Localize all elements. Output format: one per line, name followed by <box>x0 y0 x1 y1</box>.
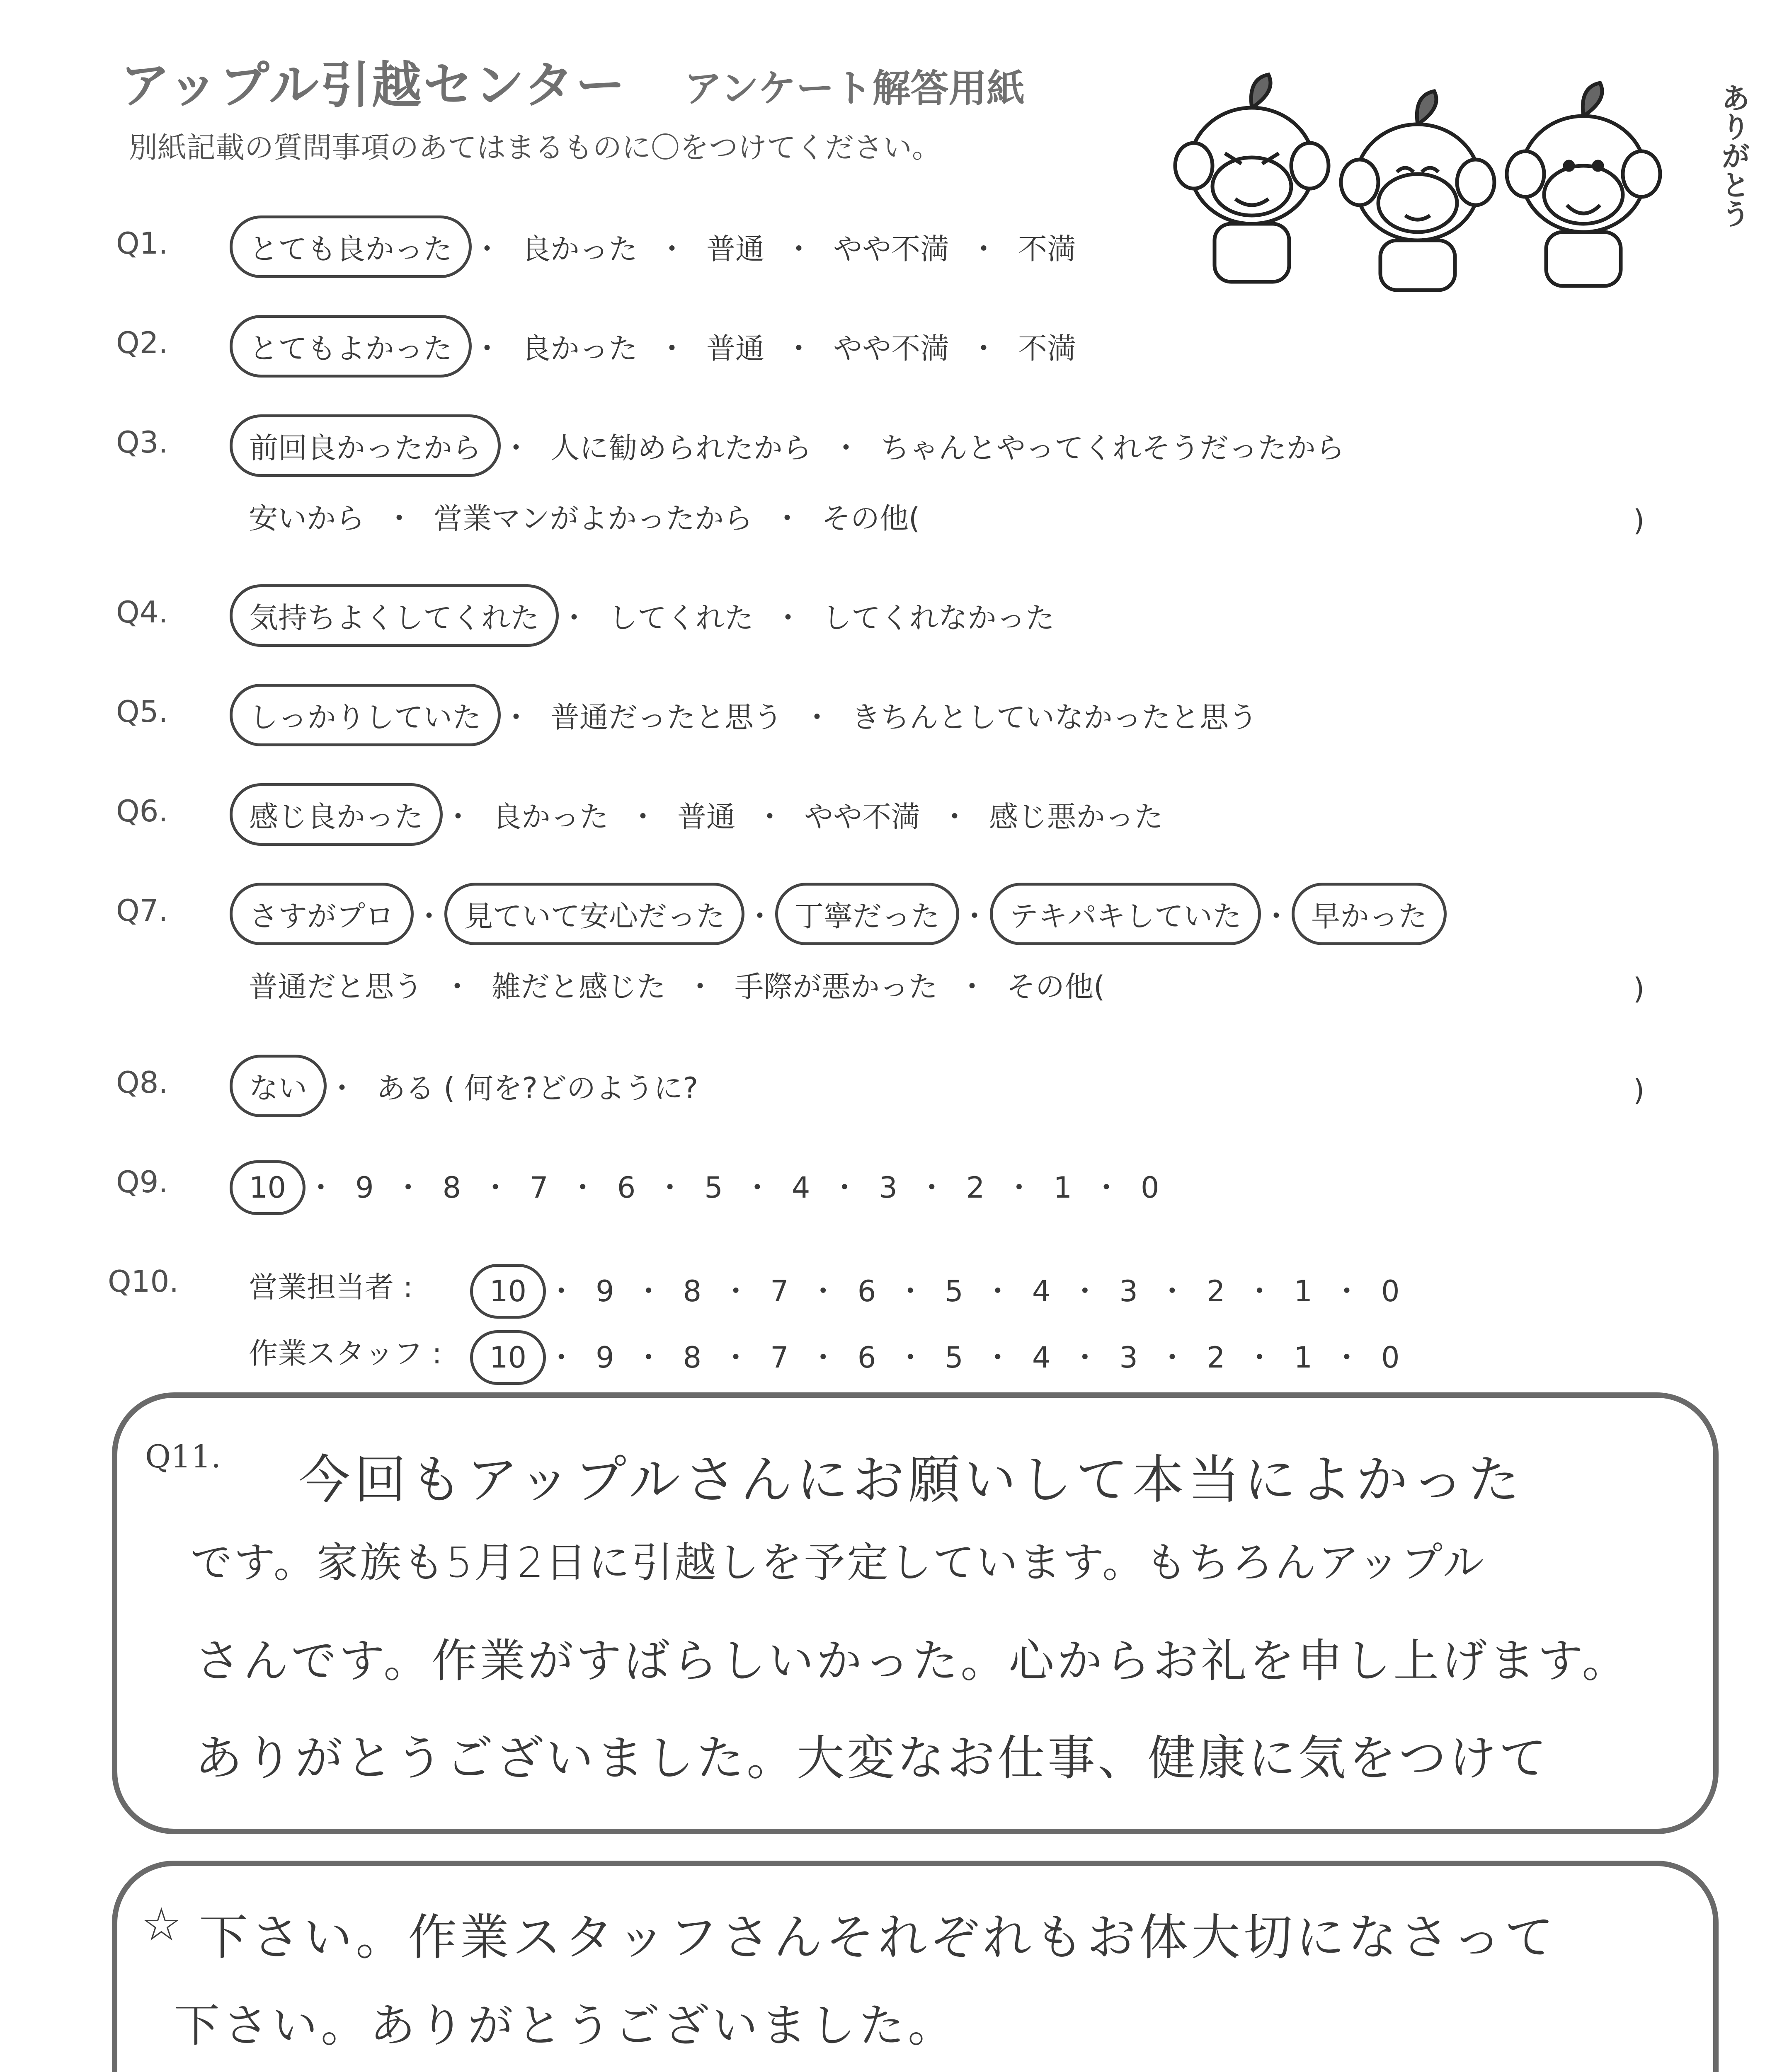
q10-sales-score[interactable]: 3 <box>1119 1274 1138 1308</box>
q8-option[interactable]: ある ( 何を?どのように? <box>376 1071 698 1105</box>
q10-staff-scores: 10 ・ 9 ・ 8 ・ 7 ・ 6 ・ 5 ・ 4 ・ 3 ・ 2 ・ 1 ・ 0 <box>489 1334 1400 1376</box>
q3-label: Q3. <box>116 425 168 460</box>
q1-option[interactable]: 良かった <box>521 232 638 266</box>
monkey-mascots-illustration <box>1152 62 1712 294</box>
q9-score[interactable]: 4 <box>791 1171 810 1205</box>
q3-options-row2: 安いから ・ 営業マンがよかったから ・ その他( <box>249 495 920 537</box>
q7-option[interactable]: 雑だと感じた <box>492 970 666 1004</box>
q2-options: とてもよかった ・ 良かった ・ 普通 ・ やや不満 ・ 不満 <box>249 325 1076 367</box>
q10-staff-score[interactable]: 7 <box>770 1341 789 1375</box>
q10-sales-score[interactable]: 4 <box>1032 1274 1051 1308</box>
q10-staff-score[interactable]: 9 <box>596 1341 614 1375</box>
q11-handwritten-line: さんです。作業がすばらしいかった。心からお礼を申し上げます。 <box>195 1634 1630 1687</box>
q7-label: Q7. <box>116 893 168 928</box>
q7-option-selected[interactable]: 丁寧だった <box>775 883 959 945</box>
q1-option-selected[interactable]: とても良かった <box>230 215 472 278</box>
q2-option[interactable]: 良かった <box>521 332 638 366</box>
q2-option[interactable]: 不満 <box>1018 332 1076 366</box>
q10-sales-score[interactable]: 5 <box>945 1274 963 1308</box>
q11-handwritten-line: 今回もアップルさんにお願いして本当によかった <box>298 1450 1524 1510</box>
q6-option[interactable]: 良かった <box>492 800 609 834</box>
q1-label: Q1. <box>116 226 168 261</box>
q9-score[interactable]: 9 <box>355 1171 374 1205</box>
q1-options: とても良かった ・ 良かった ・ 普通 ・ やや不満 ・ 不満 <box>249 226 1076 268</box>
q9-score[interactable]: 3 <box>879 1171 897 1205</box>
q7-option-selected[interactable]: テキパキしていた <box>990 883 1261 945</box>
q9-score-selected[interactable]: 10 <box>230 1160 305 1215</box>
q11-handwritten-line: です。家族も5月2日に引越しを予定しています。もちろんアップル <box>191 1538 1486 1587</box>
q9-score[interactable]: 1 <box>1053 1171 1072 1205</box>
q10-staff-label: 作業スタッフ : <box>249 1336 442 1370</box>
q10-staff-score[interactable]: 8 <box>683 1341 702 1375</box>
q7-options-row2: 普通だと思う ・ 雑だと感じた ・ 手際が悪かった ・ その他( <box>249 963 1105 1005</box>
q4-option[interactable]: してくれた <box>609 601 754 635</box>
q3-option[interactable]: 安いから <box>249 501 365 535</box>
q8-label: Q8. <box>116 1065 168 1100</box>
q8-option-selected[interactable]: ない <box>230 1055 327 1117</box>
q1-option[interactable]: 普通 <box>706 232 764 266</box>
q2-option-selected[interactable]: とてもよかった <box>230 315 472 378</box>
q7-option[interactable]: 手際が悪かった <box>735 970 938 1004</box>
q10-sales-score[interactable]: 2 <box>1206 1274 1225 1308</box>
q7-options: さすがプロ ・ 見ていて安心だった ・ 丁寧だった ・ テキパキしていた ・ 早かった <box>249 893 1428 935</box>
q9-score[interactable]: 5 <box>704 1171 723 1205</box>
q6-option[interactable]: 普通 <box>677 800 735 834</box>
q10-staff-score[interactable]: 2 <box>1206 1341 1225 1375</box>
q10-sales-label: 営業担当者 : <box>249 1270 413 1304</box>
comment-handwritten-line: 下さい。ありがとうございました。 <box>174 1999 957 2052</box>
q3-option[interactable]: 人に勧められたから <box>550 431 812 465</box>
q4-label: Q4. <box>116 595 168 629</box>
q3-option-other[interactable]: その他( <box>822 501 920 535</box>
mascot-thanks-text: ありがとう <box>1717 83 1750 228</box>
q6-label: Q6. <box>116 794 168 828</box>
q7-option[interactable]: 普通だと思う <box>249 970 423 1004</box>
q6-option[interactable]: やや不満 <box>804 800 920 834</box>
q5-option-selected[interactable]: しっかりしていた <box>230 684 501 746</box>
q10-staff-score[interactable]: 1 <box>1294 1341 1312 1375</box>
q4-option-selected[interactable]: 気持ちよくしてくれた <box>230 584 559 647</box>
q10-staff-score[interactable]: 3 <box>1119 1341 1138 1375</box>
q10-sales-score[interactable]: 8 <box>683 1274 702 1308</box>
q10-sales-score[interactable]: 9 <box>596 1274 614 1308</box>
q3-option-selected[interactable]: 前回良かったから <box>230 414 501 477</box>
q10-sales-score[interactable]: 7 <box>770 1274 789 1308</box>
star-icon: ☆ <box>141 1898 186 1951</box>
q8-options: ない ・ ある ( 何を?どのように? <box>249 1065 698 1107</box>
q9-options: 10 ・ 9 ・ 8 ・ 7 ・ 6 ・ 5 ・ 4 ・ 3 ・ 2 ・ 1 ・ 0 <box>249 1164 1159 1206</box>
q9-label: Q9. <box>116 1164 168 1199</box>
q5-option[interactable]: きちんとしていなかったと思う <box>851 700 1258 734</box>
q4-option[interactable]: してくれなかった <box>822 601 1055 635</box>
q10-label: Q10. <box>108 1264 179 1299</box>
q2-option[interactable]: やや不満 <box>833 332 949 366</box>
q7-option-selected[interactable]: 早かった <box>1292 883 1447 945</box>
q6-options: 感じ良かった ・ 良かった ・ 普通 ・ やや不満 ・ 感じ悪かった <box>249 794 1163 835</box>
q10-staff-score[interactable]: 5 <box>945 1341 963 1375</box>
q7-option-other[interactable]: その他( <box>1006 970 1105 1004</box>
q3-option[interactable]: ちゃんとやってくれそうだったから <box>880 431 1345 465</box>
q10-sales-scores: 10 ・ 9 ・ 8 ・ 7 ・ 6 ・ 5 ・ 4 ・ 3 ・ 2 ・ 1 ・ 0 <box>489 1268 1400 1310</box>
q1-option[interactable]: 不満 <box>1018 232 1076 266</box>
q2-label: Q2. <box>116 325 168 360</box>
q5-options: しっかりしていた ・ 普通だったと思う ・ きちんとしていなかったと思う <box>249 694 1258 736</box>
q10-staff-score[interactable]: 6 <box>857 1341 876 1375</box>
q10-sales-score[interactable]: 1 <box>1294 1274 1312 1308</box>
q10-staff-score-selected[interactable]: 10 <box>470 1330 546 1385</box>
q10-sales-score[interactable]: 0 <box>1381 1274 1400 1308</box>
q9-score[interactable]: 2 <box>966 1171 985 1205</box>
q6-option-selected[interactable]: 感じ良かった <box>230 783 443 846</box>
q3-options: 前回良かったから ・ 人に勧められたから ・ ちゃんとやってくれそうだったから <box>249 425 1345 467</box>
q6-option[interactable]: 感じ悪かった <box>989 800 1163 834</box>
q11-handwritten-line: ありがとうございました。大変なお仕事、健康に気をつけて <box>195 1731 1549 1786</box>
form-name: アンケート解答用紙 <box>684 66 1025 111</box>
q7-option-selected[interactable]: 見ていて安心だった <box>444 883 744 945</box>
q7-option-selected[interactable]: さすがプロ <box>230 883 414 945</box>
q10-sales-score-selected[interactable]: 10 <box>470 1264 546 1319</box>
q2-option[interactable]: 普通 <box>706 332 764 366</box>
q5-option[interactable]: 普通だったと思う <box>550 700 783 734</box>
q11-label: Q11. <box>145 1438 221 1475</box>
q8-paren-close: ) <box>1633 1073 1645 1107</box>
q7-paren-close: ) <box>1633 972 1645 1006</box>
q9-score[interactable]: 7 <box>530 1171 548 1205</box>
q10-staff-score[interactable]: 0 <box>1381 1341 1400 1375</box>
q3-paren-close: ) <box>1633 503 1645 537</box>
q9-score[interactable]: 6 <box>617 1171 636 1205</box>
comment-handwritten-line: 下さい。作業スタッフさんそれぞれもお体大切になさって <box>199 1909 1557 1966</box>
q9-score[interactable]: 0 <box>1141 1171 1159 1205</box>
q4-options: 気持ちよくしてくれた ・ してくれた ・ してくれなかった <box>249 595 1055 637</box>
q10-staff-score[interactable]: 4 <box>1032 1341 1051 1375</box>
q5-label: Q5. <box>116 694 168 729</box>
q10-sales-score[interactable]: 6 <box>857 1274 876 1308</box>
instruction-text: 別紙記載の質問事項のあてはまるものに〇をつけてください。 <box>128 131 941 165</box>
q3-option[interactable]: 営業マンがよかったから <box>434 501 753 535</box>
q1-option[interactable]: やや不満 <box>833 232 949 266</box>
company-title: アップル引越センター <box>120 57 627 114</box>
q9-score[interactable]: 8 <box>442 1171 461 1205</box>
